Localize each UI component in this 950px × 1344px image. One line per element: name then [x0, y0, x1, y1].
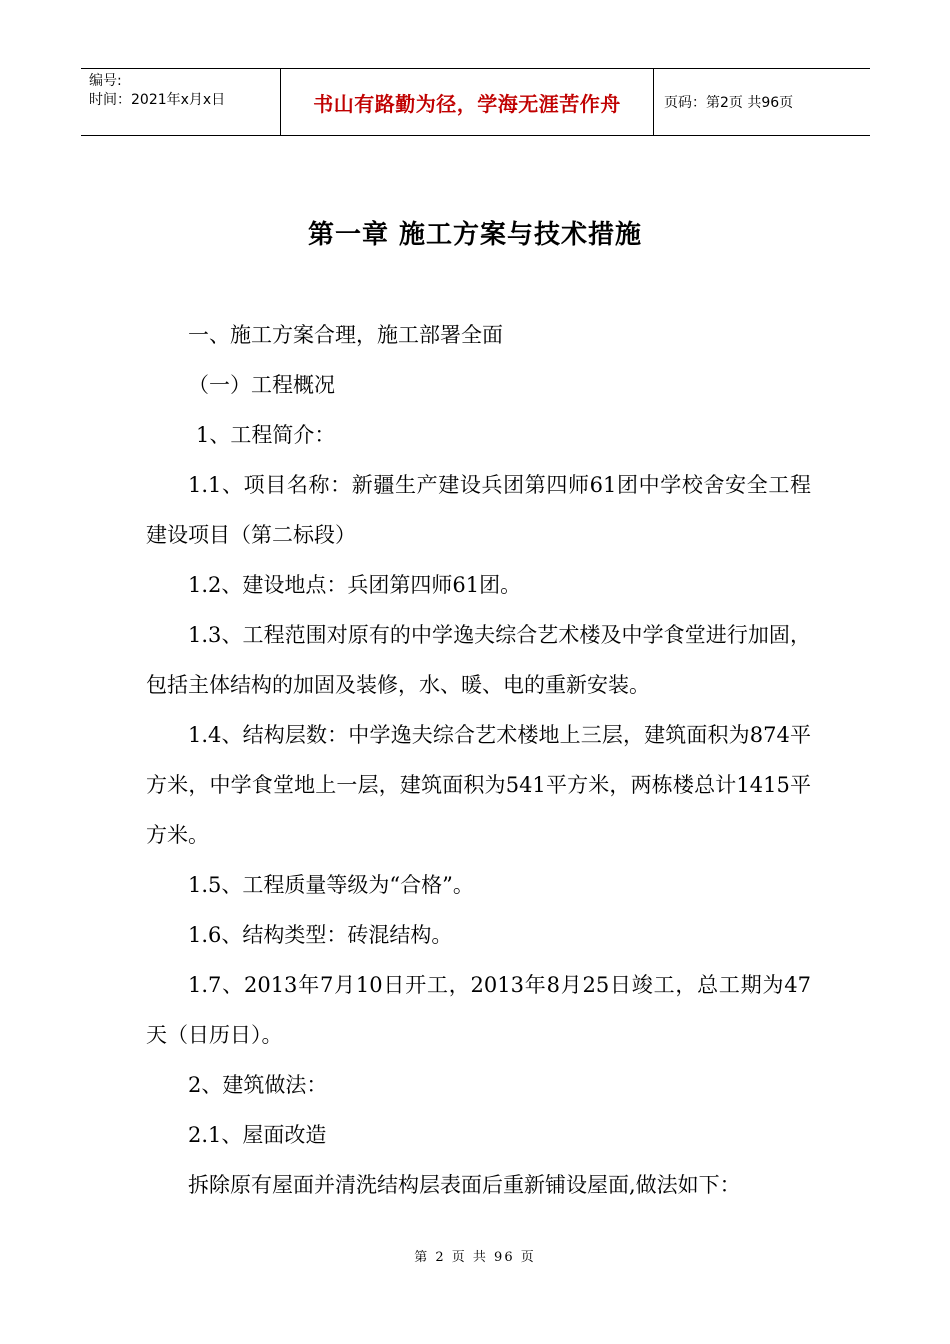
document-number-label: 编号:	[89, 73, 122, 89]
header-motto-cell	[281, 69, 654, 135]
paragraph: 1.4、结构层数：中学逸夫综合艺术楼地上三层，建筑面积为874平方米，中学食堂地上一层，建筑面积为541平方米，两栋楼总计1415平方米。	[146, 723, 811, 847]
document-body	[146, 310, 811, 1210]
paragraph: 1.3、工程范围对原有的中学逸夫综合艺术楼及中学食堂进行加固，包括主体结构的加固及装修，水、暖、电的重新安装。	[146, 623, 811, 697]
paragraph: 1.7、2013年7月10日开工，2013年8月25日竣工，总工期为47天（日历日）。	[146, 973, 811, 1047]
header-page-info: 页码：第2页 共96页	[664, 95, 794, 111]
header-meta	[81, 69, 281, 135]
document-date: 时间：2021年x月x日	[89, 92, 226, 108]
paragraph: 1.6、结构类型：砖混结构。	[188, 923, 453, 947]
item-heading: 1、工程简介：	[196, 423, 336, 447]
item-heading: 2.1、屋面改造	[188, 1123, 327, 1147]
page-footer: 第 2 页 共 96 页	[414, 1250, 536, 1265]
header-page-info-cell	[654, 69, 870, 135]
chapter-title: 第一章 施工方案与技术措施	[307, 220, 643, 250]
subsection-heading: （一）工程概况	[188, 373, 335, 397]
page-header	[81, 68, 870, 136]
header-motto: 书山有路勤为径，学海无涯苦作舟	[313, 91, 621, 116]
paragraph: 拆除原有屋面并清洗结构层表面后重新铺设屋面,做法如下：	[188, 1173, 741, 1197]
paragraph: 1.1、项目名称：新疆生产建设兵团第四师61团中学校舍安全工程建设项目（第二标段）	[146, 473, 811, 547]
paragraph: 1.5、工程质量等级为“合格”。	[188, 873, 474, 897]
paragraph: 1.2、建设地点：兵团第四师61团。	[188, 573, 522, 597]
section-heading: 一、施工方案合理，施工部署全面	[188, 323, 503, 347]
item-heading: 2、建筑做法：	[188, 1073, 328, 1097]
